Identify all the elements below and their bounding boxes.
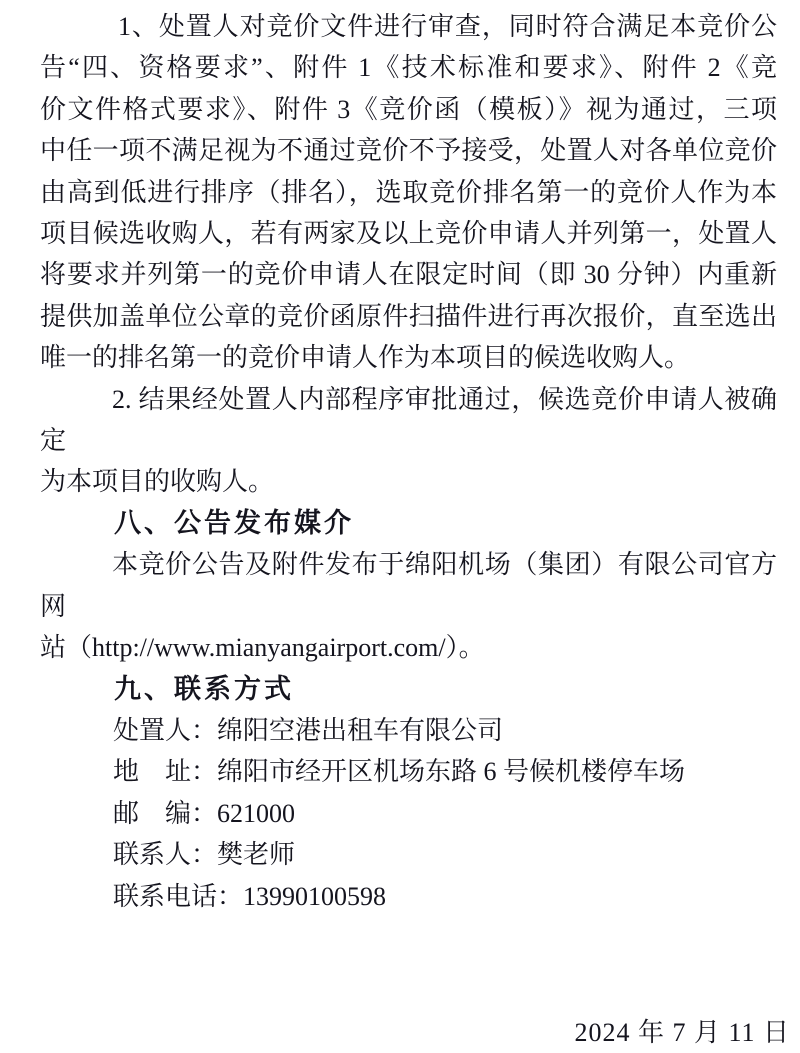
section-heading-contact: 九、联系方式 bbox=[114, 673, 294, 704]
body-line: 价文件格式要求》、附件 3《竞价函（模板）》视为通过，三项 bbox=[40, 94, 777, 124]
contact-line-person: 联系人：樊老师 bbox=[113, 840, 296, 870]
contact-info-list bbox=[40, 710, 777, 917]
contact-line-zipcode: 邮 编：621000 bbox=[113, 798, 296, 828]
contact-line-disposer: 处置人：绵阳空港出租车有限公司 bbox=[113, 715, 504, 745]
paragraph-media-body bbox=[40, 544, 777, 668]
document-date: 2024 年 7 月 11 日 bbox=[574, 1017, 790, 1047]
section-heading-media: 八、公告发布媒介 bbox=[114, 507, 354, 538]
body-line: 2. 结果经处置人内部程序审批通过，候选竞价申请人被确定 bbox=[40, 384, 777, 456]
body-line: 本竞价公告及附件发布于绵阳机场（集团）有限公司官方网 bbox=[40, 550, 777, 621]
body-line-with-url: 站（http://www.mianyangairport.com/）。 bbox=[40, 633, 485, 663]
contact-line-address: 地 址：绵阳市经开区机场东路 6 号候机楼停车场 bbox=[113, 757, 686, 787]
paragraph-review-procedure bbox=[40, 6, 777, 379]
paragraph-approval-result bbox=[40, 379, 777, 503]
body-line: 中任一项不满足视为不通过竞价不予接受，处置人对各单位竞价 bbox=[40, 136, 777, 166]
body-line: 项目候选收购人，若有两家及以上竞价申请人并列第一，处置人 bbox=[40, 219, 777, 249]
body-line: 唯一的排名第一的竞价申请人作为本项目的候选收购人。 bbox=[40, 343, 691, 373]
body-line: 提供加盖单位公章的竞价函原件扫描件进行再次报价，直至选出 bbox=[40, 301, 777, 331]
body-line: 为本项目的收购人。 bbox=[40, 467, 275, 497]
body-line: 1、处置人对竞价文件进行审查，同时符合满足本竞价公 bbox=[118, 12, 777, 41]
contact-line-phone: 联系电话：13990100598 bbox=[113, 881, 387, 911]
body-line: 告“四、资格要求”、附件 1《技术标准和要求》、附件 2《竞 bbox=[40, 53, 777, 83]
body-line: 由高到低进行排序（排名），选取竞价排名第一的竞价人作为本 bbox=[40, 177, 777, 207]
body-line: 将要求并列第一的竞价申请人在限定时间（即 30 分钟）内重新 bbox=[40, 260, 777, 290]
